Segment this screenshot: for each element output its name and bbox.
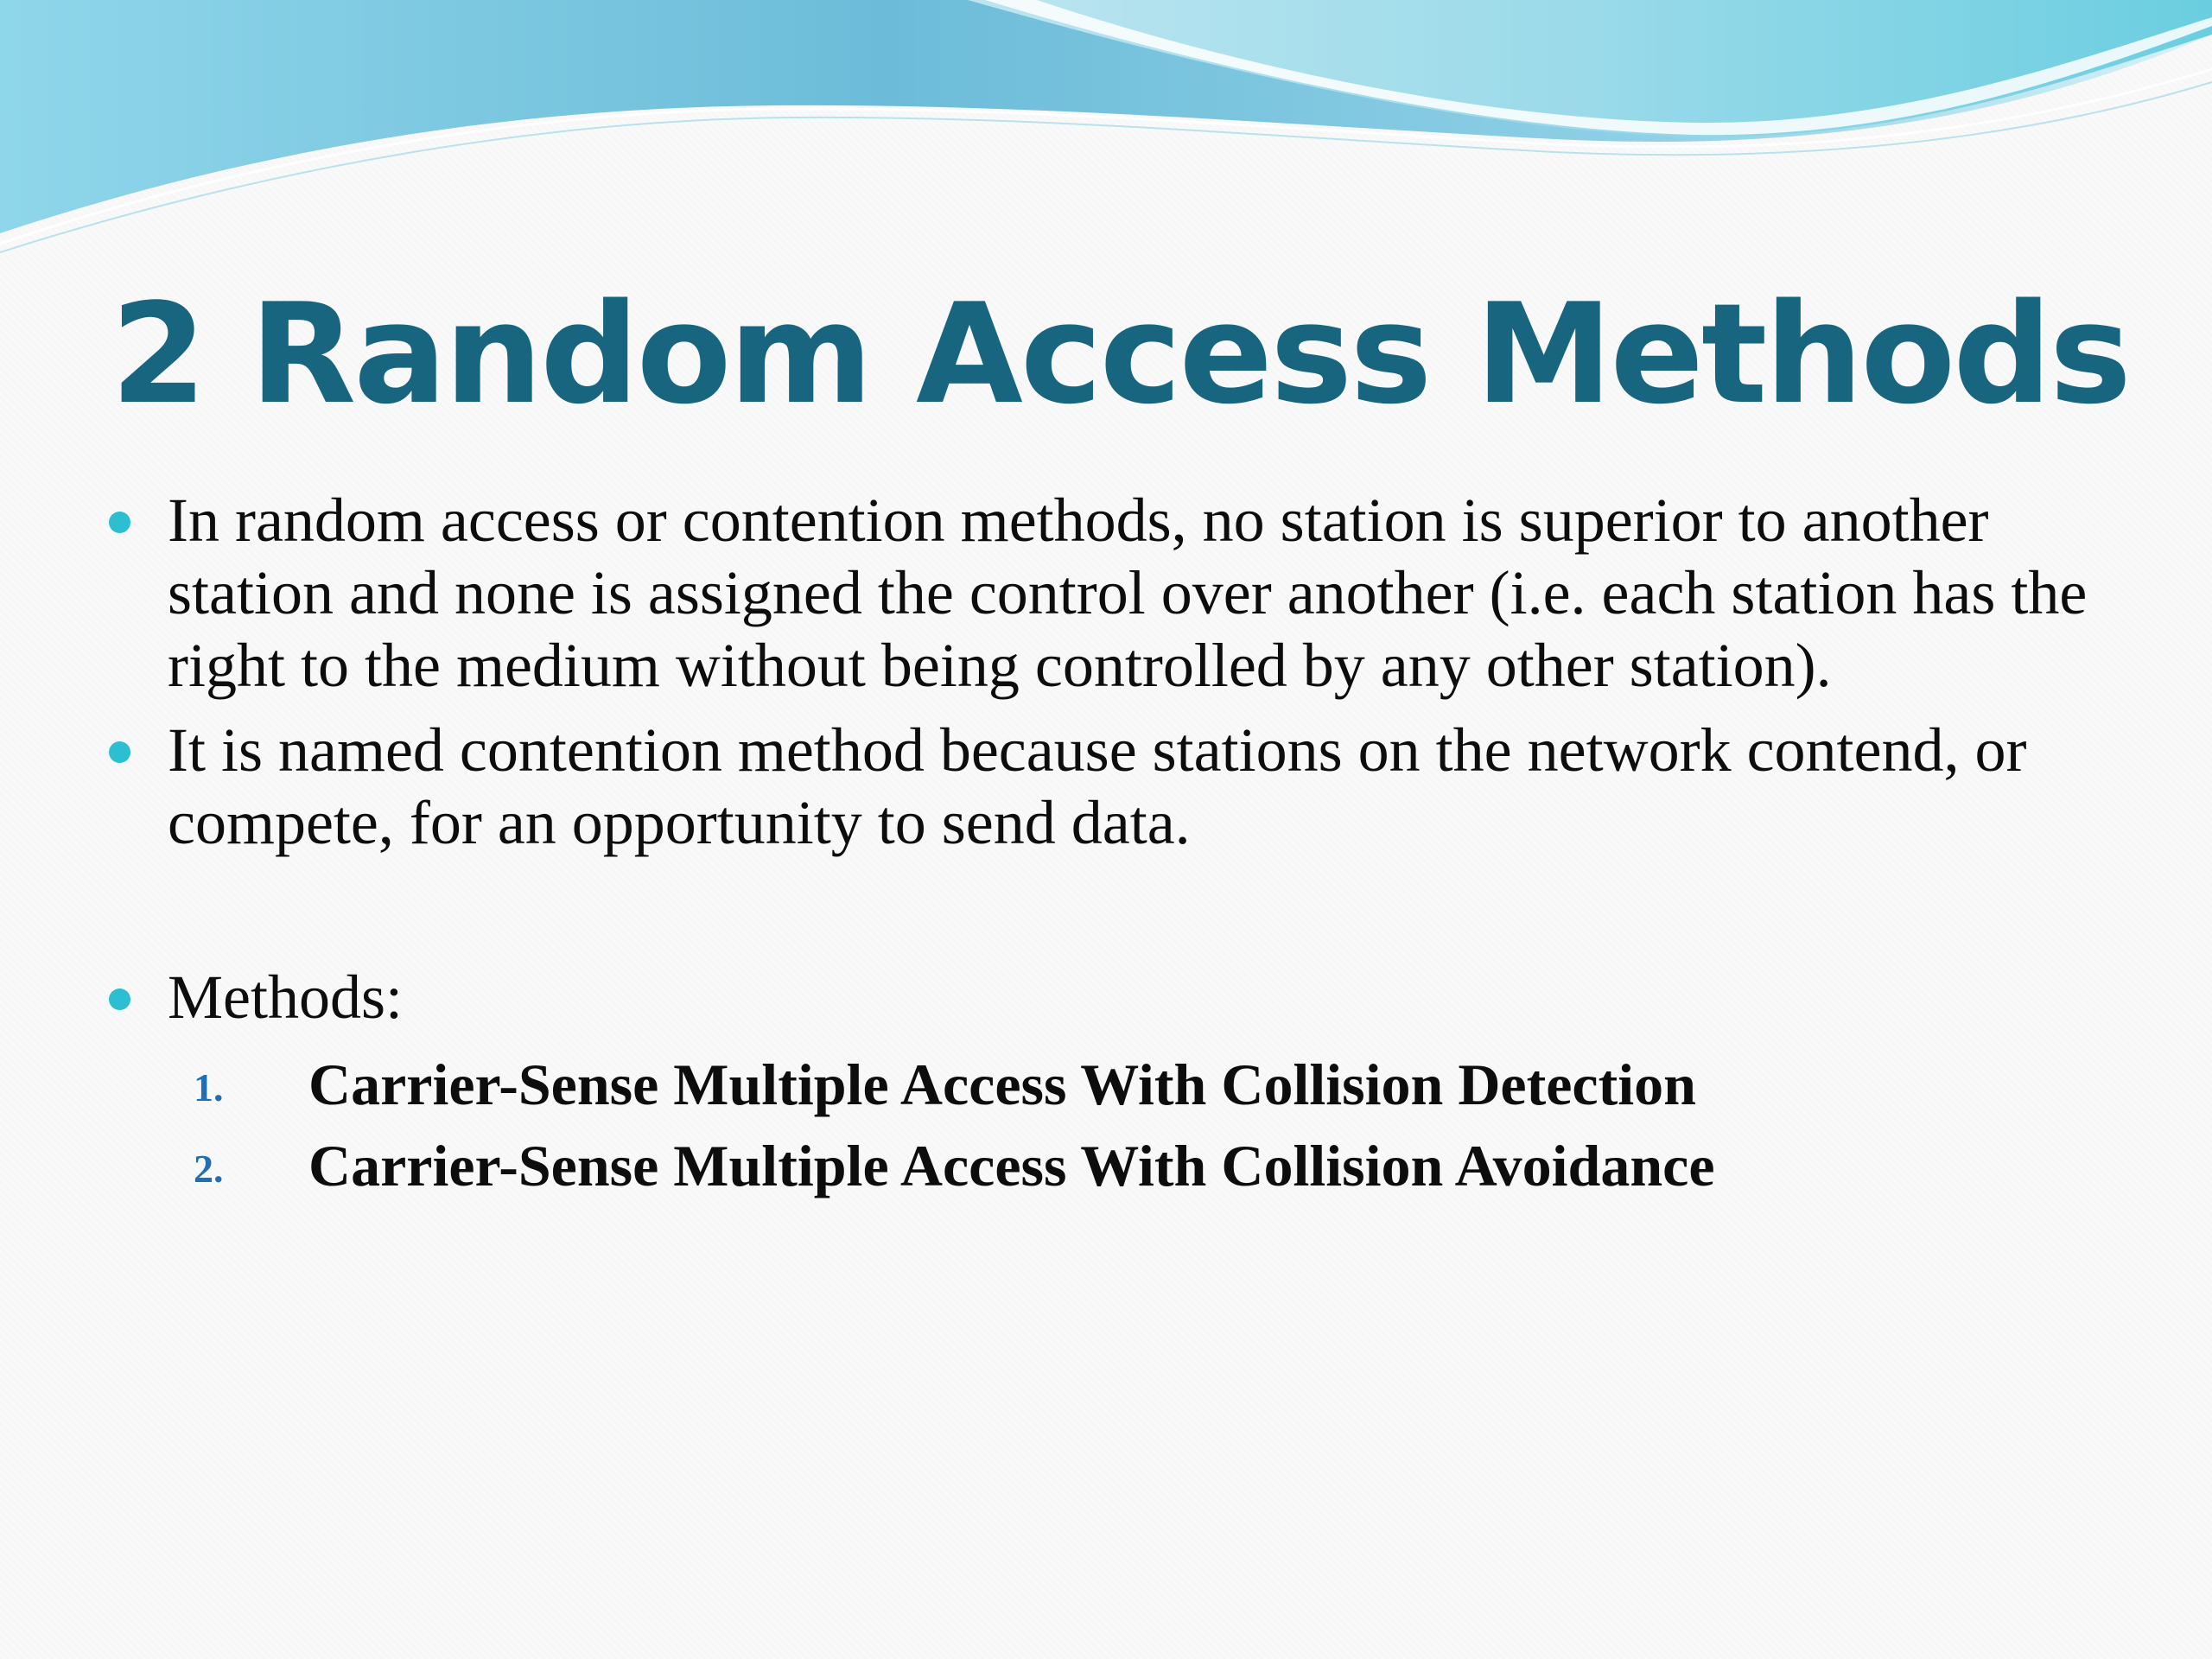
bullet-item-methods [104,961,2117,1206]
method-item-csma-cd [104,1044,2117,1125]
methods-label: Methods: [168,963,404,1032]
slide-title: 2 Random Access Methods [111,273,2129,435]
method-text: Carrier-Sense Multiple Access With Collision Detection [308,1052,1696,1117]
bullet-dot-icon [109,741,130,763]
header-wave-decoration [0,0,2212,259]
bullet-list [104,484,2117,1218]
bullet-dot-icon [109,512,130,533]
bullet-text: In random access or contention methods, no station is superior to another station and none is assigned the control over another (i.e. each station has the right to the medium without being controlled by any other station). [168,486,2088,700]
bullet-item-definition [104,484,2117,702]
bullet-dot-icon [109,988,130,1010]
bullet-text: It is named contention method because stations on the network contend, or compete, for an opportunity to send data. [168,715,2027,857]
method-number: 2. [194,1147,224,1191]
method-item-csma-ca [104,1125,2117,1206]
method-number: 1. [194,1065,224,1109]
method-text: Carrier-Sense Multiple Access With Collision Avoidance [308,1133,1715,1198]
methods-list [168,1044,2117,1206]
bullet-item-contention [104,714,2117,859]
